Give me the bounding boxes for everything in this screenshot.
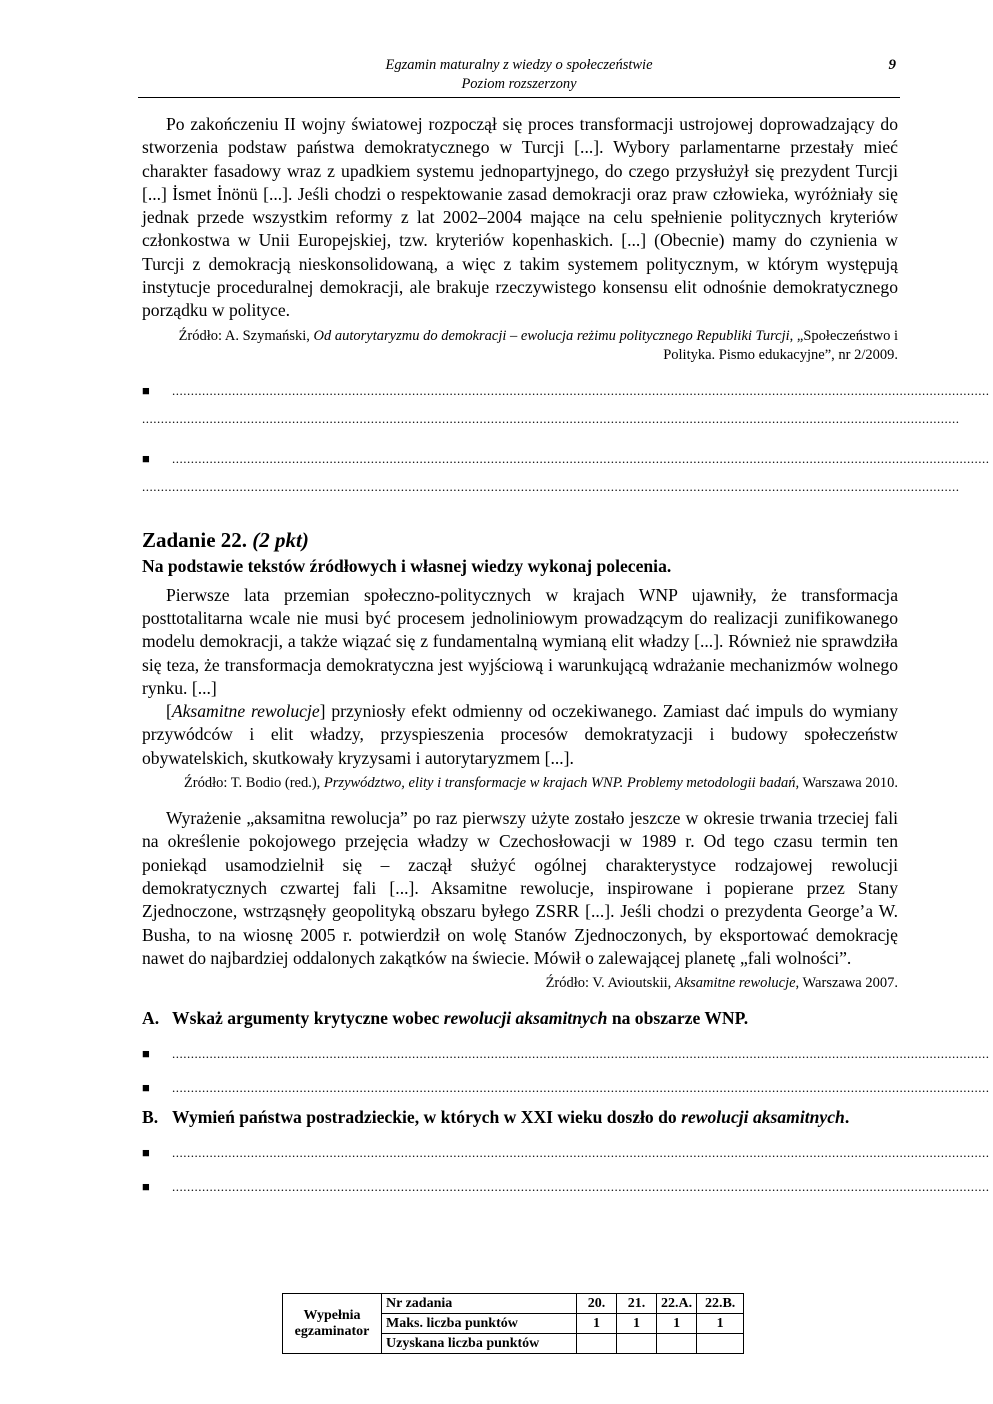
source-prefix: Źródło: V. Avioutskii, <box>545 975 675 992</box>
bullet-icon: ■ <box>142 382 150 398</box>
source-2-citation <box>142 974 898 993</box>
dotted-line: .......................................................................................................................................................................................................................... <box>172 1046 990 1062</box>
question-text-post: . <box>844 1107 850 1128</box>
question-text-pre: Wskaż argumenty krytyczne wobec <box>172 1008 444 1029</box>
question-b <box>142 1106 898 1129</box>
dotted-line: .......................................................................................................................................................................................................................... <box>172 450 990 466</box>
header-exam-title: Egzamin maturalny z wiedzy o społeczeństwie <box>385 57 653 73</box>
question-text-post: na obszarze WNP. <box>607 1008 749 1029</box>
bullet-icon: ■ <box>142 1046 150 1062</box>
answer-line[interactable] <box>142 478 960 501</box>
question-text-pre: Wymień państwa postradzieckie, w których w XXI wieku doszło do <box>172 1107 682 1128</box>
row-label-obtained-points: Uzyskana liczba punktów <box>382 1334 577 1354</box>
source-text-1-paragraph-2 <box>142 700 898 770</box>
obtained-points-cell[interactable] <box>617 1334 657 1354</box>
intro-source <box>142 327 898 365</box>
obtained-points-cell[interactable] <box>577 1334 617 1354</box>
task-22-instruction: Na podstawie tekstów źródłowych i własnej wiedzy wykonaj polecenia. <box>142 555 672 576</box>
source-suffix: Warszawa 2010. <box>799 775 898 792</box>
question-a <box>142 1007 898 1030</box>
answer-line[interactable] <box>142 1173 990 1195</box>
answer-line[interactable] <box>142 445 990 467</box>
page-number: 9 <box>888 57 896 73</box>
bullet-icon: ■ <box>142 450 150 466</box>
score-table <box>282 1293 744 1354</box>
filler-label-line-2: egzaminator <box>294 1323 370 1339</box>
question-text <box>172 1007 898 1030</box>
question-letter: A. <box>142 1008 160 1029</box>
question-text <box>172 1106 898 1129</box>
max-points-cell: 1 <box>617 1314 657 1334</box>
task-22-title <box>142 527 898 553</box>
filler-label-line-1: Wypełnia <box>303 1307 361 1323</box>
filler-label <box>283 1294 382 1354</box>
task-number-cell: 20. <box>577 1294 617 1314</box>
source-prefix: Źródło: A. Szymański, <box>178 327 314 344</box>
max-points-cell: 1 <box>697 1314 744 1334</box>
source-prefix: Źródło: T. Bodio (red.), <box>183 775 324 792</box>
max-points-cell: 1 <box>657 1314 697 1334</box>
source-title: Aksamitne rewolucje <box>674 975 796 992</box>
obtained-points-cell[interactable] <box>697 1334 744 1354</box>
source-title: Od autorytaryzmu do demokracji – ewolucja reżimu politycznego Republiki Turcji <box>313 327 790 344</box>
question-letter: B. <box>142 1107 159 1128</box>
answer-line[interactable] <box>142 410 960 433</box>
task-number-cell: 21. <box>617 1294 657 1314</box>
task-number-cell: 22.B. <box>697 1294 744 1314</box>
bullet-icon: ■ <box>142 1179 150 1195</box>
source-suffix: , Warszawa 2007. <box>795 975 898 992</box>
task-title-main: Zadanie 22. <box>142 527 253 552</box>
source-text-2: Wyrażenie „aksamitna rewolucja” po raz pierwszy użyte zostało jeszcze w okresie trwania trzeciej fali na określenie pokojowego przejęcia władzy w Czechosłowacji w 1989 r. Od tego czasu termin ten poniekąd usamodzielnił się – zaczął służyć ogólnej charakterystyce rodzajowej rewolucji demokratycznych czwartej fali [...]. Aksamitne rewolucje, inspirowane i popierane przez Stany Zjednoczone, wstrząsnęły geopolityką obszaru byłego ZSRR [...]. Jeśli chodzi o prezydenta George’a W. Busha, to na wiosnę 2005 r. potwierdził on wolę Stanów Zjednoczonych, by eksportować demokrację nawet do najbardziej oddalonych zakątków na świecie. Mówił o zalewającej planetę „fali wolności”. <box>142 808 898 968</box>
source-suffix: , „Społeczeństwo i Polityka. Pismo edukacyjne”, nr 2/2009. <box>663 327 898 363</box>
task-number-cell: 22.A. <box>657 1294 697 1314</box>
row-label-max-points: Maks. liczba punktów <box>382 1314 577 1334</box>
exam-page <box>142 56 990 1195</box>
answer-line[interactable] <box>142 377 990 399</box>
bullet-icon: ■ <box>142 1145 150 1161</box>
italic-term: Aksamitne rewolucje <box>171 701 320 722</box>
source-1-citation <box>142 774 898 793</box>
obtained-points-cell[interactable] <box>657 1334 697 1354</box>
dotted-line: .......................................................................................................................................................................................................................... <box>142 410 960 426</box>
task-points: (2 pkt) <box>252 527 309 552</box>
page-header <box>138 56 900 98</box>
bullet-icon: ■ <box>142 1080 150 1096</box>
question-text-italic: rewolucji aksamitnych <box>443 1008 608 1029</box>
row-label-task-number: Nr zadania <box>382 1294 577 1314</box>
paragraph-rest: ] przyniosły efekt odmienny od oczekiwanego. Zamiast dać impuls do wymiany przywódców i elit władzy, przyspieszenia procesów demokratyzacji i budowy społeczeństw obywatelskich, skutkowały kryzysami i autorytaryzmem [...]. <box>142 701 898 768</box>
source-text-1-paragraph-1: Pierwsze lata przemian społeczno-politycznych w krajach WNP ujawniły, że transformacja posttotalitarna wcale nie musi być procesem jednoliniowym prowadzącym do realizacji zunifikowanego modelu demokracji, a także wiązać się z fundamentalną wymianą elit władzy [...]. Również nie sprawdziła się teza, że transformacja demokratyczna jest wyjściową i warunkującą wdrażanie mechanizmów wolnego rynku. [...] <box>142 584 898 698</box>
dotted-line: .......................................................................................................................................................................................................................... <box>142 478 960 494</box>
dotted-line: .......................................................................................................................................................................................................................... <box>172 1179 990 1195</box>
dotted-line: .......................................................................................................................................................................................................................... <box>172 382 990 398</box>
answer-line[interactable] <box>142 1040 990 1062</box>
source-title: Przywództwo, elity i transformacje w krajach WNP. Problemy metodologii badań, <box>323 775 800 792</box>
question-text-italic: rewolucji aksamitnych <box>681 1107 845 1128</box>
answer-line[interactable] <box>142 1074 990 1096</box>
dotted-line: .......................................................................................................................................................................................................................... <box>172 1080 990 1096</box>
answer-line[interactable] <box>142 1139 990 1161</box>
max-points-cell: 1 <box>577 1314 617 1334</box>
bracket-open: [ <box>166 701 172 722</box>
intro-paragraph: Po zakończeniu II wojny światowej rozpoczął się proces transformacji ustrojowej doprowadzający do stworzenia podstaw państwa demokratycznego w Turcji [...]. Wybory parlamentarne przestały mieć charakter fasadowy wraz z upadkiem systemu jednopartyjnego, do czego przysłużył się prezydent Turcji [...] İsmet İnönü [...]. Jeśli chodzi o respektowanie zasad demokracji oraz praw człowieka, wyróżniały się jednak przede wszystkim reformy z lat 2002–2004 mające na celu spełnienie politycznych kryteriów członkostwa w Unii Europejskiej, tzw. kryteriów kopenhaskich. [...] (Obecnie) mamy do czynienia w Turcji z demokracją nieskonsolidowaną, a więc z takim systemem politycznym, w którym występują instytucje proceduralnej demokracji, ale brakuje rzeczywistego konsensu elit odnośnie demokratycznego porządku w polityce. <box>142 114 898 321</box>
header-level: Poziom rozszerzony <box>461 76 577 92</box>
dotted-line: .......................................................................................................................................................................................................................... <box>172 1145 990 1161</box>
